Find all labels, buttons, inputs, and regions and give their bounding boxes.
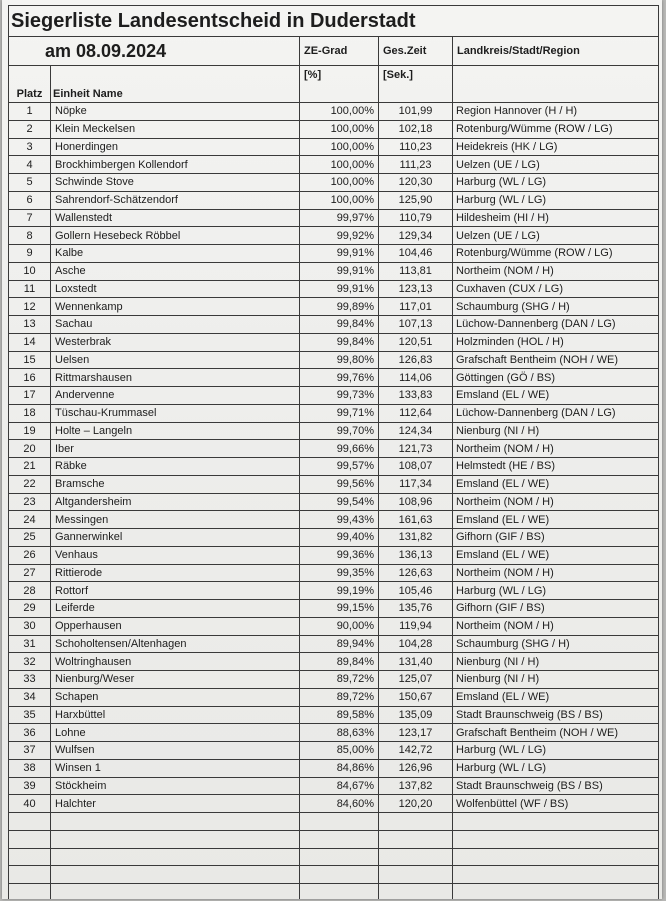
cell-region: Schaumburg (SHG / H): [453, 635, 659, 653]
table-row: [9, 582, 659, 600]
cell-region: Helmstedt (HE / BS): [453, 458, 659, 476]
cell-platz: 15: [9, 351, 51, 369]
cell-name: Gannerwinkel: [51, 529, 300, 547]
table-row: [9, 617, 659, 635]
cell-ze-grad: 99,56%: [300, 475, 379, 493]
table-row: [9, 440, 659, 458]
table-row: [9, 706, 659, 724]
cell-ges-zeit: 113,81: [379, 262, 453, 280]
cell-name: Rittmarshausen: [51, 369, 300, 387]
cell-ze-grad: 99,54%: [300, 493, 379, 511]
table-row: [9, 156, 659, 174]
cell-ges-zeit: 135,76: [379, 600, 453, 618]
empty-cell: [9, 830, 51, 848]
empty-cell: [379, 848, 453, 866]
cell-name: Rottorf: [51, 582, 300, 600]
cell-ze-grad: 99,15%: [300, 600, 379, 618]
cell-platz: 18: [9, 404, 51, 422]
cell-region: Emsland (EL / WE): [453, 688, 659, 706]
cell-region: Harburg (WL / LG): [453, 759, 659, 777]
cell-platz: 28: [9, 582, 51, 600]
cell-region: Wolfenbüttel (WF / BS): [453, 795, 659, 813]
empty-cell: [300, 848, 379, 866]
cell-ze-grad: 89,72%: [300, 688, 379, 706]
cell-platz: 3: [9, 138, 51, 156]
table-row: [9, 493, 659, 511]
empty-cell: [379, 884, 453, 900]
cell-ges-zeit: 150,67: [379, 688, 453, 706]
header-ze-unit: [%]: [300, 66, 379, 85]
cell-ze-grad: 99,80%: [300, 351, 379, 369]
cell-name: Tüschau-Krummasel: [51, 404, 300, 422]
cell-name: Opperhausen: [51, 617, 300, 635]
cell-ze-grad: 89,58%: [300, 706, 379, 724]
empty-cell: [300, 830, 379, 848]
cell-ze-grad: 99,19%: [300, 582, 379, 600]
cell-name: Holte – Langeln: [51, 422, 300, 440]
cell-platz: 22: [9, 475, 51, 493]
document-title: Siegerliste Landesentscheid in Duderstadt: [9, 6, 659, 37]
cell-platz: 39: [9, 777, 51, 795]
cell-ges-zeit: 114,06: [379, 369, 453, 387]
cell-ze-grad: 88,63%: [300, 724, 379, 742]
cell-region: Harburg (WL / LG): [453, 174, 659, 192]
cell-region: Emsland (EL / WE): [453, 475, 659, 493]
cell-name: Sahrendorf-Schätzendorf: [51, 191, 300, 209]
table-row: [9, 209, 659, 227]
empty-cell: [9, 866, 51, 884]
empty-row: [9, 866, 659, 884]
header-region: Landkreis/Stadt/Region: [453, 37, 659, 66]
header-zeit-blank: [379, 84, 453, 103]
cell-platz: 9: [9, 245, 51, 263]
cell-name: Harxbüttel: [51, 706, 300, 724]
cell-ze-grad: 99,71%: [300, 404, 379, 422]
cell-region: Holzminden (HOL / H): [453, 333, 659, 351]
empty-cell: [300, 813, 379, 831]
cell-name: Winsen 1: [51, 759, 300, 777]
table-row: [9, 724, 659, 742]
cell-name: Wallenstedt: [51, 209, 300, 227]
cell-name: Loxstedt: [51, 280, 300, 298]
cell-ges-zeit: 126,63: [379, 564, 453, 582]
empty-cell: [51, 813, 300, 831]
cell-ges-zeit: 112,64: [379, 404, 453, 422]
cell-region: Emsland (EL / WE): [453, 546, 659, 564]
cell-region: Nienburg (NI / H): [453, 653, 659, 671]
cell-region: Rotenburg/Wümme (ROW / LG): [453, 120, 659, 138]
cell-ze-grad: 99,91%: [300, 262, 379, 280]
cell-ges-zeit: 111,23: [379, 156, 453, 174]
cell-ze-grad: 90,00%: [300, 617, 379, 635]
cell-ges-zeit: 131,40: [379, 653, 453, 671]
cell-ges-zeit: 126,83: [379, 351, 453, 369]
header-row-1: [9, 37, 659, 66]
cell-name: Honerdingen: [51, 138, 300, 156]
cell-name: Bramsche: [51, 475, 300, 493]
table-row: [9, 191, 659, 209]
cell-platz: 34: [9, 688, 51, 706]
cell-region: Uelzen (UE / LG): [453, 156, 659, 174]
table-row: [9, 777, 659, 795]
empty-cell: [453, 830, 659, 848]
cell-region: Lüchow-Dannenberg (DAN / LG): [453, 316, 659, 334]
empty-cell: [51, 830, 300, 848]
cell-name: Brockhimbergen Kollendorf: [51, 156, 300, 174]
cell-name: Stöckheim: [51, 777, 300, 795]
cell-name: Nienburg/Weser: [51, 671, 300, 689]
cell-ze-grad: 99,91%: [300, 245, 379, 263]
cell-ze-grad: 99,66%: [300, 440, 379, 458]
cell-platz: 25: [9, 529, 51, 547]
cell-ges-zeit: 121,73: [379, 440, 453, 458]
table-row: [9, 795, 659, 813]
cell-name: Iber: [51, 440, 300, 458]
header-ges-zeit: Ges.Zeit: [379, 37, 453, 66]
cell-name: Wulfsen: [51, 742, 300, 760]
cell-ze-grad: 99,57%: [300, 458, 379, 476]
cell-platz: 33: [9, 671, 51, 689]
table-row: [9, 138, 659, 156]
header-ze-blank: [300, 84, 379, 103]
cell-ze-grad: 89,72%: [300, 671, 379, 689]
table-row: [9, 635, 659, 653]
cell-platz: 8: [9, 227, 51, 245]
cell-platz: 38: [9, 759, 51, 777]
cell-name: Gollern Hesebeck Röbbel: [51, 227, 300, 245]
cell-name: Schwinde Stove: [51, 174, 300, 192]
table-row: [9, 742, 659, 760]
empty-cell: [453, 848, 659, 866]
cell-ges-zeit: 108,07: [379, 458, 453, 476]
cell-platz: 17: [9, 387, 51, 405]
table-row: [9, 298, 659, 316]
cell-ze-grad: 100,00%: [300, 191, 379, 209]
cell-platz: 10: [9, 262, 51, 280]
table-row: [9, 458, 659, 476]
cell-ze-grad: 84,67%: [300, 777, 379, 795]
cell-region: Northeim (NOM / H): [453, 564, 659, 582]
cell-ges-zeit: 110,79: [379, 209, 453, 227]
cell-ges-zeit: 136,13: [379, 546, 453, 564]
cell-ges-zeit: 131,82: [379, 529, 453, 547]
empty-cell: [300, 884, 379, 900]
table-row: [9, 387, 659, 405]
header-platz: Platz: [9, 66, 51, 103]
cell-platz: 11: [9, 280, 51, 298]
cell-platz: 13: [9, 316, 51, 334]
cell-ges-zeit: 105,46: [379, 582, 453, 600]
table-row: [9, 404, 659, 422]
table-row: [9, 280, 659, 298]
header-region-blank: [453, 66, 659, 85]
table-row: [9, 475, 659, 493]
table-row: [9, 333, 659, 351]
cell-platz: 21: [9, 458, 51, 476]
cell-name: Rittierode: [51, 564, 300, 582]
empty-cell: [453, 866, 659, 884]
empty-cell: [51, 866, 300, 884]
cell-ges-zeit: 117,34: [379, 475, 453, 493]
table-row: [9, 653, 659, 671]
cell-platz: 26: [9, 546, 51, 564]
cell-region: Northeim (NOM / H): [453, 493, 659, 511]
cell-region: Region Hannover (H / H): [453, 103, 659, 121]
header-row-2: [9, 66, 659, 85]
table-row: [9, 103, 659, 121]
cell-ges-zeit: 120,51: [379, 333, 453, 351]
cell-region: Nienburg (NI / H): [453, 422, 659, 440]
cell-platz: 1: [9, 103, 51, 121]
cell-region: Northeim (NOM / H): [453, 440, 659, 458]
cell-name: Leiferde: [51, 600, 300, 618]
cell-ze-grad: 99,43%: [300, 511, 379, 529]
cell-ges-zeit: 123,17: [379, 724, 453, 742]
cell-platz: 2: [9, 120, 51, 138]
cell-ze-grad: 84,60%: [300, 795, 379, 813]
empty-cell: [51, 884, 300, 900]
cell-ges-zeit: 117,01: [379, 298, 453, 316]
cell-platz: 16: [9, 369, 51, 387]
cell-ges-zeit: 110,23: [379, 138, 453, 156]
cell-ze-grad: 100,00%: [300, 120, 379, 138]
cell-region: Grafschaft Bentheim (NOH / WE): [453, 351, 659, 369]
cell-name: Andervenne: [51, 387, 300, 405]
cell-ze-grad: 99,91%: [300, 280, 379, 298]
cell-platz: 27: [9, 564, 51, 582]
cell-ges-zeit: 161,63: [379, 511, 453, 529]
cell-ges-zeit: 104,46: [379, 245, 453, 263]
table-row: [9, 351, 659, 369]
empty-cell: [51, 848, 300, 866]
cell-ze-grad: 100,00%: [300, 156, 379, 174]
cell-name: Schapen: [51, 688, 300, 706]
table-row: [9, 262, 659, 280]
cell-region: Uelzen (UE / LG): [453, 227, 659, 245]
cell-name: Sachau: [51, 316, 300, 334]
cell-platz: 7: [9, 209, 51, 227]
table-row: [9, 511, 659, 529]
cell-ges-zeit: 101,99: [379, 103, 453, 121]
cell-ze-grad: 89,94%: [300, 635, 379, 653]
cell-ges-zeit: 104,28: [379, 635, 453, 653]
cell-ges-zeit: 108,96: [379, 493, 453, 511]
cell-ges-zeit: 129,34: [379, 227, 453, 245]
results-table: [8, 5, 659, 899]
cell-ges-zeit: 125,07: [379, 671, 453, 689]
cell-name: Räbke: [51, 458, 300, 476]
table-row: [9, 422, 659, 440]
cell-name: Uelsen: [51, 351, 300, 369]
cell-region: Stadt Braunschweig (BS / BS): [453, 777, 659, 795]
cell-region: Emsland (EL / WE): [453, 511, 659, 529]
cell-region: Göttingen (GÖ / BS): [453, 369, 659, 387]
cell-platz: 6: [9, 191, 51, 209]
empty-cell: [379, 830, 453, 848]
cell-region: Emsland (EL / WE): [453, 387, 659, 405]
cell-name: Kalbe: [51, 245, 300, 263]
cell-platz: 23: [9, 493, 51, 511]
cell-platz: 4: [9, 156, 51, 174]
results-sheet: [2, 0, 662, 899]
cell-platz: 5: [9, 174, 51, 192]
empty-cell: [9, 884, 51, 900]
cell-ze-grad: 99,97%: [300, 209, 379, 227]
cell-ze-grad: 99,35%: [300, 564, 379, 582]
cell-name: Venhaus: [51, 546, 300, 564]
cell-ze-grad: 99,36%: [300, 546, 379, 564]
table-row: [9, 227, 659, 245]
cell-name: Messingen: [51, 511, 300, 529]
empty-cell: [453, 813, 659, 831]
cell-ges-zeit: 126,96: [379, 759, 453, 777]
cell-region: Gifhorn (GIF / BS): [453, 529, 659, 547]
cell-ze-grad: 99,70%: [300, 422, 379, 440]
cell-ges-zeit: 135,09: [379, 706, 453, 724]
table-row: [9, 245, 659, 263]
cell-name: Wennenkamp: [51, 298, 300, 316]
empty-row: [9, 884, 659, 900]
empty-cell: [453, 884, 659, 900]
cell-ze-grad: 99,84%: [300, 333, 379, 351]
cell-region: Grafschaft Bentheim (NOH / WE): [453, 724, 659, 742]
cell-ze-grad: 99,89%: [300, 298, 379, 316]
cell-region: Cuxhaven (CUX / LG): [453, 280, 659, 298]
cell-ze-grad: 100,00%: [300, 138, 379, 156]
cell-region: Northeim (NOM / H): [453, 617, 659, 635]
cell-platz: 24: [9, 511, 51, 529]
cell-name: Woltringhausen: [51, 653, 300, 671]
cell-region: Harburg (WL / LG): [453, 191, 659, 209]
document-date: am 08.09.2024: [9, 37, 300, 66]
header-region-blank-2: [453, 84, 659, 103]
cell-platz: 30: [9, 617, 51, 635]
empty-cell: [379, 866, 453, 884]
cell-region: Hildesheim (HI / H): [453, 209, 659, 227]
empty-cell: [9, 813, 51, 831]
cell-region: Lüchow-Dannenberg (DAN / LG): [453, 404, 659, 422]
cell-name: Asche: [51, 262, 300, 280]
cell-ze-grad: 99,73%: [300, 387, 379, 405]
cell-ze-grad: 100,00%: [300, 174, 379, 192]
cell-ges-zeit: 125,90: [379, 191, 453, 209]
cell-region: Northeim (NOM / H): [453, 262, 659, 280]
cell-region: Heidekreis (HK / LG): [453, 138, 659, 156]
cell-region: Gifhorn (GIF / BS): [453, 600, 659, 618]
cell-region: Rotenburg/Wümme (ROW / LG): [453, 245, 659, 263]
table-row: [9, 564, 659, 582]
table-row: [9, 316, 659, 334]
cell-ges-zeit: 124,34: [379, 422, 453, 440]
cell-region: Harburg (WL / LG): [453, 582, 659, 600]
cell-ges-zeit: 133,83: [379, 387, 453, 405]
cell-ges-zeit: 120,30: [379, 174, 453, 192]
cell-ges-zeit: 120,20: [379, 795, 453, 813]
cell-ze-grad: 84,86%: [300, 759, 379, 777]
cell-ges-zeit: 137,82: [379, 777, 453, 795]
cell-ze-grad: 89,84%: [300, 653, 379, 671]
cell-name: Lohne: [51, 724, 300, 742]
cell-name: Altgandersheim: [51, 493, 300, 511]
table-row: [9, 529, 659, 547]
cell-platz: 14: [9, 333, 51, 351]
table-row: [9, 688, 659, 706]
cell-ze-grad: 100,00%: [300, 103, 379, 121]
table-row: [9, 369, 659, 387]
title-row: [9, 6, 659, 37]
empty-row: [9, 813, 659, 831]
empty-row: [9, 830, 659, 848]
table-row: [9, 120, 659, 138]
cell-region: Nienburg (NI / H): [453, 671, 659, 689]
header-zeit-unit: [Sek.]: [379, 66, 453, 85]
empty-cell: [300, 866, 379, 884]
cell-ges-zeit: 107,13: [379, 316, 453, 334]
cell-platz: 37: [9, 742, 51, 760]
cell-ze-grad: 85,00%: [300, 742, 379, 760]
cell-ze-grad: 99,76%: [300, 369, 379, 387]
table-row: [9, 546, 659, 564]
cell-ges-zeit: 142,72: [379, 742, 453, 760]
cell-ze-grad: 99,92%: [300, 227, 379, 245]
header-ze-grad: ZE-Grad: [300, 37, 379, 66]
cell-platz: 40: [9, 795, 51, 813]
empty-cell: [379, 813, 453, 831]
cell-platz: 36: [9, 724, 51, 742]
empty-row: [9, 848, 659, 866]
cell-ges-zeit: 102,18: [379, 120, 453, 138]
table-row: [9, 174, 659, 192]
cell-region: Stadt Braunschweig (BS / BS): [453, 706, 659, 724]
cell-region: Schaumburg (SHG / H): [453, 298, 659, 316]
cell-platz: 35: [9, 706, 51, 724]
cell-platz: 12: [9, 298, 51, 316]
cell-name: Halchter: [51, 795, 300, 813]
cell-name: Schoholtensen/Altenhagen: [51, 635, 300, 653]
table-row: [9, 671, 659, 689]
cell-ges-zeit: 123,13: [379, 280, 453, 298]
cell-name: Westerbrak: [51, 333, 300, 351]
cell-platz: 29: [9, 600, 51, 618]
table-row: [9, 759, 659, 777]
cell-ges-zeit: 119,94: [379, 617, 453, 635]
cell-platz: 20: [9, 440, 51, 458]
cell-name: Klein Meckelsen: [51, 120, 300, 138]
cell-platz: 32: [9, 653, 51, 671]
cell-name: Nöpke: [51, 103, 300, 121]
header-name: Einheit Name: [51, 66, 300, 103]
cell-ze-grad: 99,40%: [300, 529, 379, 547]
cell-platz: 31: [9, 635, 51, 653]
cell-ze-grad: 99,84%: [300, 316, 379, 334]
cell-platz: 19: [9, 422, 51, 440]
table-row: [9, 600, 659, 618]
empty-cell: [9, 848, 51, 866]
cell-region: Harburg (WL / LG): [453, 742, 659, 760]
